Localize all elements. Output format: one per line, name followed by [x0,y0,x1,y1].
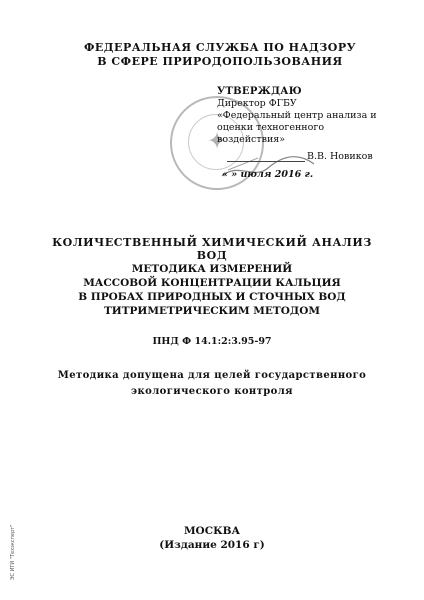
method-title-line: В ПРОБАХ ПРИРОДНЫХ И СТОЧНЫХ ВОД [78,291,346,303]
approval-line: воздействия» [217,134,286,145]
signer-name: В.В. Новиков [307,151,373,162]
agency-line-1: ФЕДЕРАЛЬНАЯ СЛУЖБА ПО НАДЗОРУ [83,41,357,54]
approval-heading: УТВЕРЖДАЮ [217,86,302,97]
analysis-title: КОЛИЧЕСТВЕННЫЙ ХИМИЧЕСКИЙ АНАЛИЗ ВОД [52,236,372,262]
allowed-note-line: Методика допущена для целей государственного [57,370,367,381]
approval-line: «Федеральный центр анализа и [217,110,377,121]
publication-place [40,524,384,552]
eagle-emblem-icon: ✦ [206,127,228,155]
approval-line: оценки техногенного [217,122,325,133]
allowed-note-line: экологического контроля [131,386,293,397]
method-title-line: МЕТОДИКА ИЗМЕРЕНИЙ [131,263,293,275]
method-title-line: ТИТРИМЕТРИЧЕСКИМ МЕТОДОМ [103,305,320,317]
method-title-line: МАССОВОЙ КОНЦЕНТРАЦИИ КАЛЬЦИЯ [83,277,341,289]
city-name: МОСКВА [183,525,241,537]
agency-line-2: В СФЕРЕ ПРИРОДОПОЛЬЗОВАНИЯ [97,55,343,68]
signature-row [217,151,392,163]
document-code: ПНД Ф 14.1:2:3.95-97 [152,336,272,347]
approval-block [217,86,387,146]
edition-note: (Издание 2016 г) [159,539,265,551]
approval-line: Директор ФГБУ [217,98,297,109]
method-title [40,262,384,318]
allowed-note [40,368,384,400]
approval-date: « » июля 2016 г. [222,169,314,180]
signature-line [227,161,305,162]
sidebar-stamp: ЭС ИТИ "Техэксперт" [10,524,16,580]
